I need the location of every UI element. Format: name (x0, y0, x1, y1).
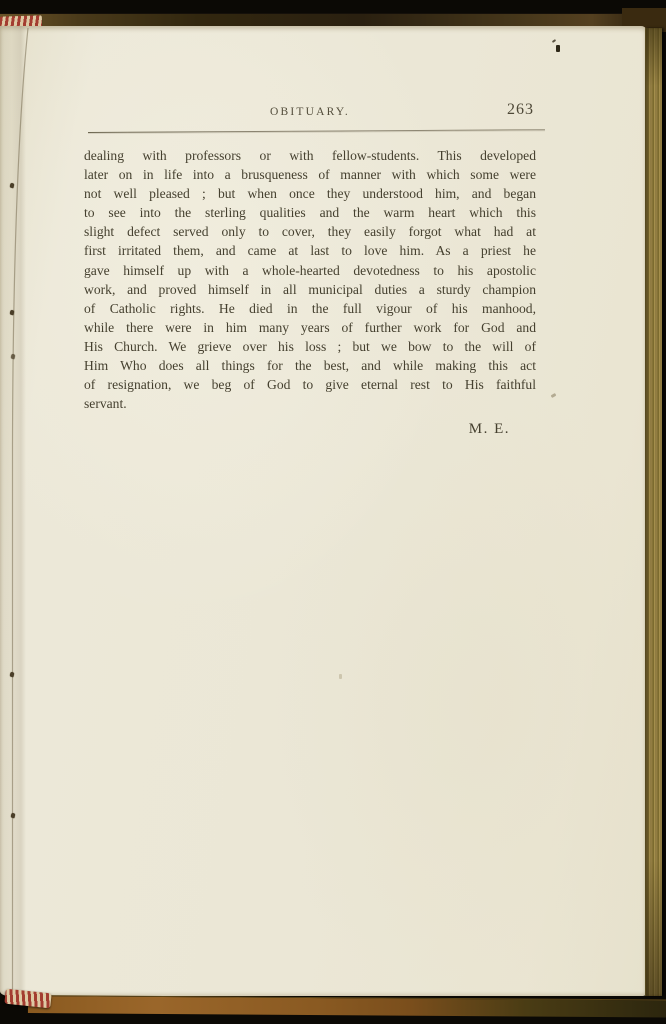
body-text-line: of resignation, we beg of God to give eternal rest to His faithful (84, 377, 536, 393)
ink-speck (552, 39, 556, 43)
book-bottom-edge (28, 995, 666, 1017)
running-head: OBITUARY. (270, 106, 350, 118)
sewing-hole (10, 813, 15, 819)
body-text-line: His Church. We grieve over his loss ; but we bow to the will of (84, 338, 536, 354)
page-number: 263 (507, 101, 534, 118)
body-text-line: servant. (84, 396, 127, 412)
paragraph (84, 146, 536, 413)
body-text-line: slight defect served only to cover, they easily forgot what had at (84, 224, 536, 240)
body-text-line: first irritated them, and came at last to love him. As a priest he (84, 243, 536, 259)
body-text-line: dealing with professors or with fellow-students. This developed (84, 148, 536, 163)
gilt-fore-edge (645, 28, 662, 996)
binding-crease (0, 26, 40, 996)
body-text-line: while there were in him many years of further work for God and (84, 319, 536, 335)
ink-speck (556, 45, 560, 52)
paper-blemish (551, 393, 557, 398)
page-surface (0, 26, 646, 996)
body-text-line: Him Who does all things for the best, and while making this act (84, 358, 536, 374)
book-top-edge (0, 13, 658, 27)
paper-blemish (339, 674, 342, 679)
obituary-text (84, 146, 536, 439)
author-initials: M. E. (468, 421, 510, 438)
body-text-line: later on in life into a brusqueness of manner with which some were (84, 167, 536, 183)
sewing-hole (10, 354, 15, 360)
body-text-line: work, and proved himself in all municipal duties a sturdy champion (84, 281, 536, 297)
sewing-hole (9, 672, 14, 678)
body-text-line: to see into the sterling qualities and the warm heart which this (84, 205, 536, 221)
gutter-shadow (0, 26, 26, 996)
sewing-hole (9, 310, 14, 316)
body-text-line: not well pleased ; but when once they understood him, and began (84, 186, 536, 202)
body-text-line: of Catholic rights. He died in the full vigour of his manhood, (84, 300, 536, 316)
sewing-hole (9, 183, 14, 189)
header-rule (88, 129, 545, 133)
body-text-line: gave himself up with a whole-hearted devotedness to his apostolic (84, 262, 536, 278)
page-header (84, 103, 536, 121)
